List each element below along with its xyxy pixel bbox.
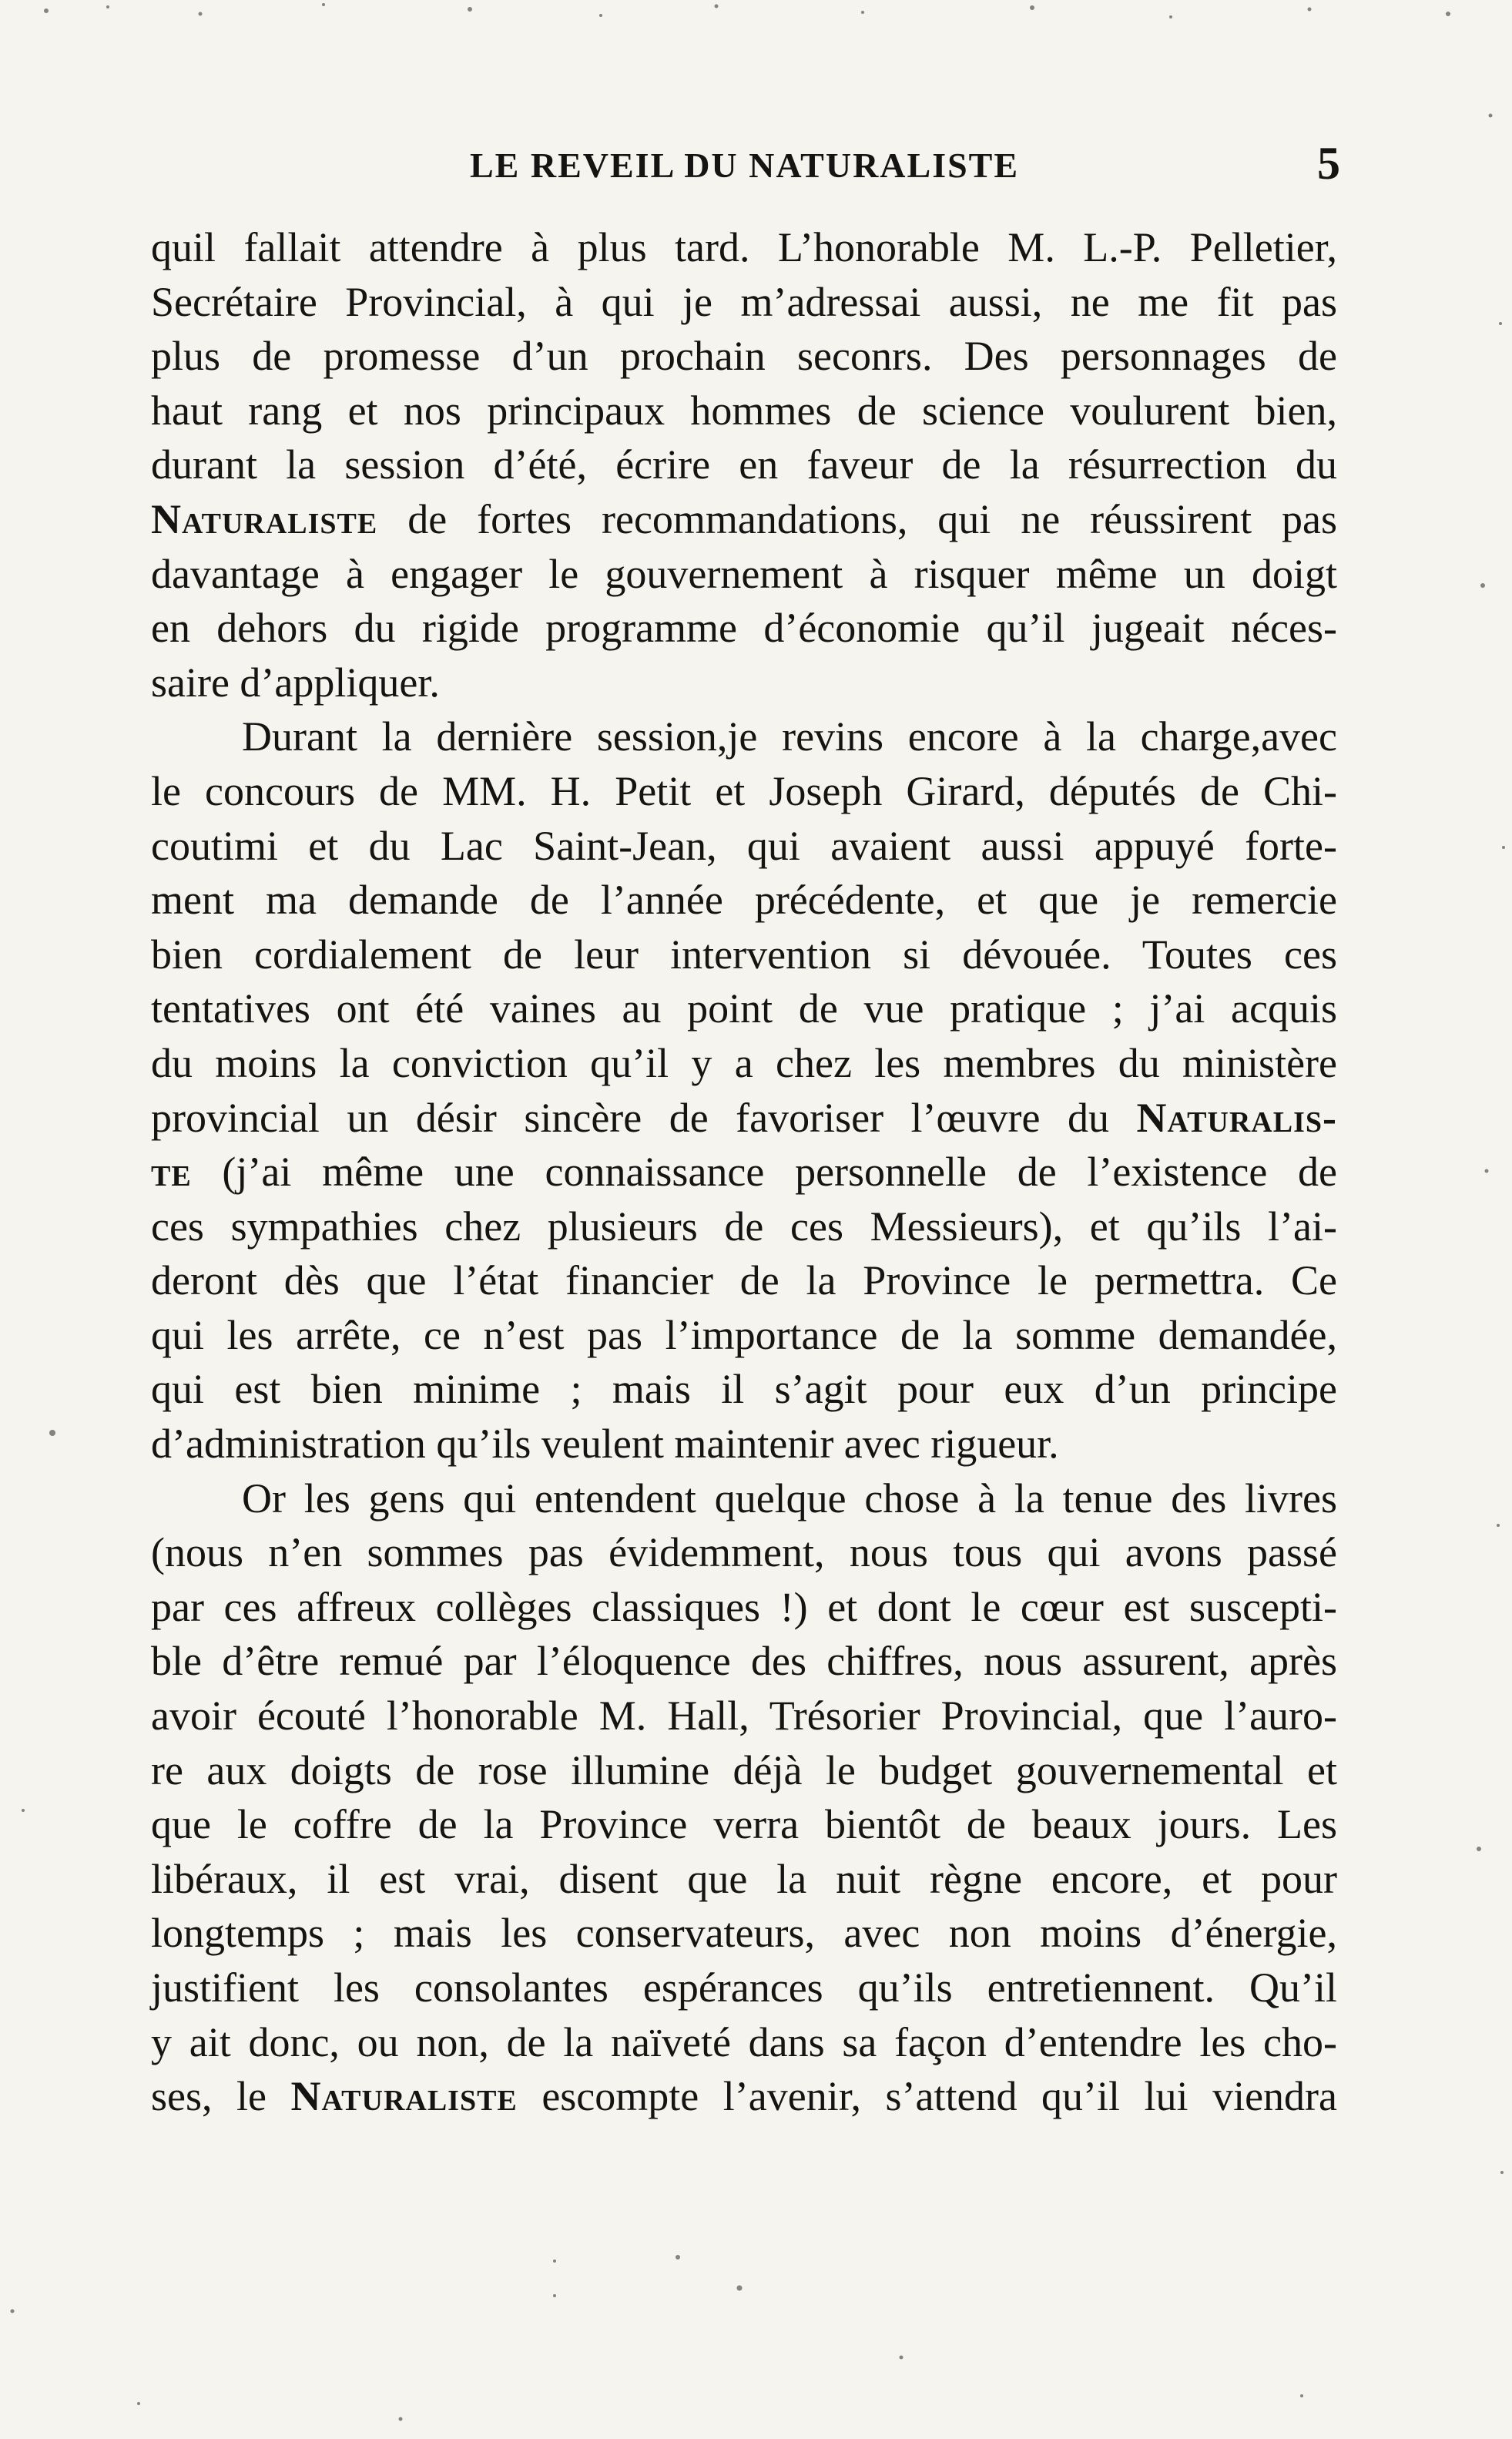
text-line: [151, 1852, 1337, 1907]
text-line: [151, 819, 1337, 874]
text-run: quil fallait attendre à plus tard. L’honorable M. L.-P. Pelletier,: [151, 224, 1337, 270]
small-caps-run: te: [151, 1149, 192, 1196]
text-run: ses, le: [151, 2073, 291, 2120]
text-line: [151, 492, 1337, 547]
text-line: [151, 601, 1337, 656]
text-run: que le coffre de la Province verra bientôt de beaux jours. Les: [151, 1801, 1337, 1848]
text-run: deront dès que l’état financier de la Province le permettra. Ce: [151, 1257, 1337, 1304]
running-head: [154, 137, 1340, 199]
text-run: haut rang et nos principaux hommes de science voulurent bien,: [151, 387, 1337, 434]
text-run: ces sympathies chez plusieurs de ces Messieurs), et qu’ils l’ai-: [151, 1203, 1337, 1250]
paragraph: [151, 1471, 1337, 2124]
running-title: LE REVEIL DU NATURALISTE: [470, 146, 1020, 185]
text-run: le concours de MM. H. Petit et Joseph Girard, députés de Chi-: [151, 767, 1337, 814]
text-run: justifient les consolantes espérances qu’ils entretiennent. Qu’il: [151, 1964, 1337, 2011]
text-line: [151, 275, 1337, 330]
text-line: [151, 220, 1337, 275]
text-line: [151, 329, 1337, 384]
text-line: [151, 1253, 1337, 1308]
text-line: [151, 1961, 1337, 2015]
paragraph: [151, 220, 1337, 710]
text-line: [151, 1906, 1337, 1961]
text-line: [151, 710, 1337, 764]
text-line: [151, 1580, 1337, 1635]
text-run: re aux doigts de rose illumine déjà le budget gouvernemental et: [151, 1746, 1337, 1793]
text-line: [151, 1199, 1337, 1254]
text-line: [151, 1797, 1337, 1852]
text-run: davantage à engager le gouvernement à risquer même un doigt: [151, 550, 1337, 597]
text-run: qui est bien minime ; mais il s’agit pour eux d’un principe: [151, 1366, 1337, 1413]
small-caps-run: Naturalis-: [1136, 1094, 1337, 1141]
paragraph: [151, 710, 1337, 1471]
text-run: qui les arrête, ce n’est pas l’importance de la somme demandée,: [151, 1311, 1337, 1358]
small-caps-run: Naturaliste: [290, 2073, 518, 2120]
text-line: [151, 928, 1337, 982]
text-run: longtemps ; mais les conservateurs, avec non moins d’énergie,: [151, 1910, 1337, 1957]
text-run: libéraux, il est vrai, disent que la nuit règne encore, et pour: [151, 1855, 1337, 1902]
text-run: (nous n’en sommes pas évidemment, nous tous qui avons passé: [151, 1529, 1337, 1576]
text-line: [151, 764, 1337, 819]
text-line: [151, 1743, 1337, 1798]
text-line: [151, 1091, 1337, 1146]
text-run: par ces affreux collèges classiques !) et dont le cœur est suscepti-: [151, 1583, 1337, 1630]
text-run: du moins la conviction qu’il y a chez les membres du ministère: [151, 1039, 1337, 1086]
text-run: saire d’appliquer.: [151, 659, 440, 706]
text-run: y ait donc, ou non, de la naïveté dans sa façon d’entendre les cho-: [151, 2018, 1337, 2065]
text-line: [151, 1525, 1337, 1580]
text-run: provincial un désir sincère de favoriser l’œuvre du: [151, 1094, 1137, 1141]
body-text: [151, 220, 1337, 2124]
text-line: [151, 1362, 1337, 1417]
text-run: d’administration qu’ils veulent maintenir avec rigueur.: [151, 1421, 1059, 1468]
text-line: [151, 1634, 1337, 1689]
text-run: ble d’être remué par l’éloquence des chiffres, nous assurent, après: [151, 1638, 1337, 1685]
text-run: Or les gens qui entendent quelque chose à la tenue des livres: [242, 1474, 1337, 1521]
text-line: [151, 547, 1337, 602]
text-run: en dehors du rigide programme d’économie qu’il jugeait néces-: [151, 605, 1337, 652]
page-number: 5: [1317, 138, 1340, 189]
text-run: Secrétaire Provincial, à qui je m’adressai aussi, ne me fit pas: [151, 278, 1337, 325]
text-line: [151, 1471, 1337, 1526]
text-line: [151, 438, 1337, 492]
text-run: durant la session d’été, écrire en faveur de la résurrection du: [151, 441, 1337, 488]
text-line: [151, 384, 1337, 438]
text-run: (j’ai même une connaissance personnelle de l’existence de: [191, 1149, 1337, 1196]
text-line: [151, 873, 1337, 928]
text-line: [151, 1308, 1337, 1363]
text-run: bien cordialement de leur intervention si dévouée. Toutes ces: [151, 931, 1337, 978]
text-line: [151, 656, 1337, 710]
text-line: [151, 1689, 1337, 1743]
text-line: [151, 981, 1337, 1036]
text-run: Durant la dernière session,je revins encore à la charge,avec: [242, 713, 1337, 760]
text-run: ment ma demande de l’année précédente, et que je remercie: [151, 877, 1337, 924]
text-line: [151, 2015, 1337, 2070]
text-line: [151, 1417, 1337, 1471]
text-run: escompte l’avenir, s’attend qu’il lui viendra: [517, 2073, 1337, 2120]
text-run: avoir écouté l’honorable M. Hall, Trésorier Provincial, que l’auro-: [151, 1693, 1337, 1740]
text-line: [151, 1145, 1337, 1199]
text-run: tentatives ont été vaines au point de vue pratique ; j’ai acquis: [151, 985, 1337, 1032]
text-run: de fortes recommandations, qui ne réussirent pas: [377, 495, 1337, 542]
text-run: plus de promesse d’un prochain seconrs. Des personnages de: [151, 333, 1337, 380]
text-run: coutimi et du Lac Saint-Jean, qui avaient aussi appuyé forte-: [151, 822, 1337, 869]
text-line: [151, 1036, 1337, 1091]
text-line: [151, 2069, 1337, 2124]
small-caps-run: Naturaliste: [151, 495, 378, 542]
